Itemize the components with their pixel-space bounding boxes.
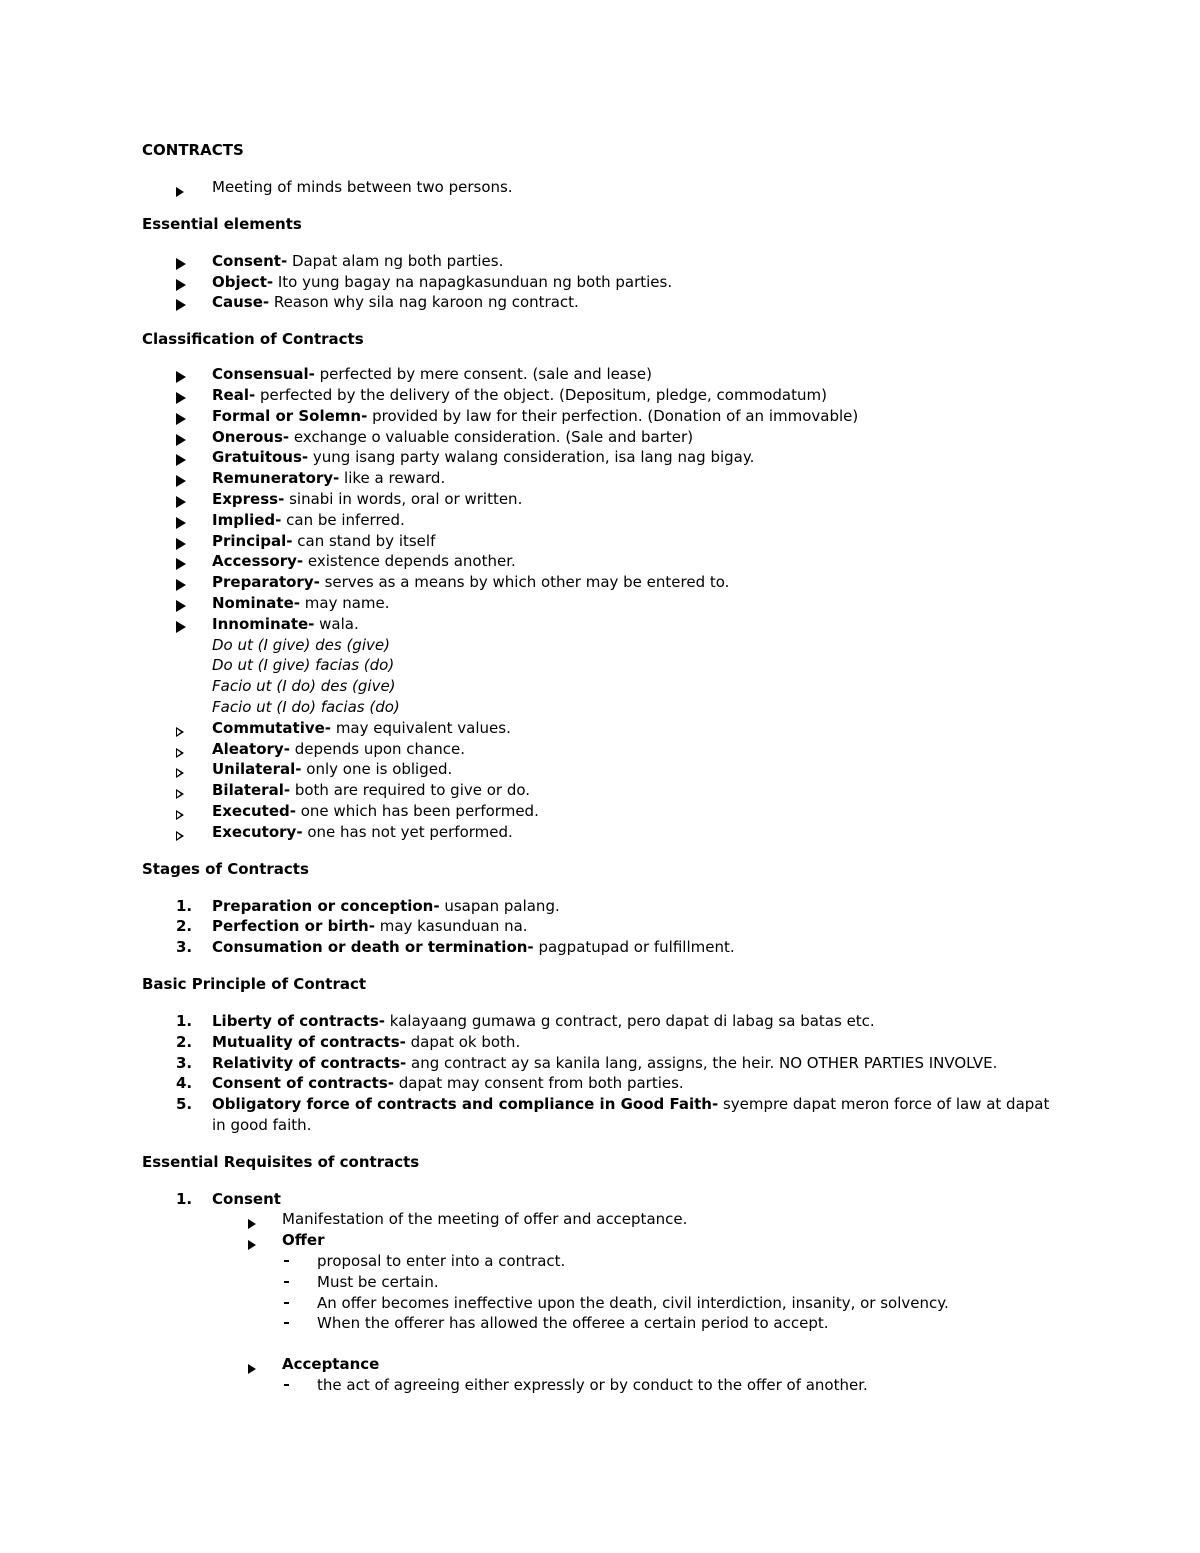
list-item (142, 551, 1062, 572)
term-description: serves as a means by which other may be entered to. (319, 573, 730, 592)
list-item (142, 822, 1062, 843)
numbered-item (142, 896, 1062, 917)
term-label: Bilateral- (212, 781, 291, 800)
term-label: Implied- (212, 510, 282, 529)
term-label: Liberty of contracts- (212, 1011, 386, 1030)
term-label: Aleatory- (212, 739, 290, 758)
section-heading-stages: Stages of Contracts (142, 859, 309, 878)
list-item (142, 406, 1062, 427)
term-description: may kasunduan na. (374, 917, 528, 936)
term-description: existence depends another. (303, 552, 516, 571)
italic-line: Do ut (I give) des (give) (212, 635, 390, 654)
list-item (142, 614, 1062, 635)
term-description: Reason why sila nag karoon ng contract. (269, 293, 579, 312)
list-item (142, 593, 1062, 614)
list-item: An offer becomes ineffective upon the death, civil interdiction, insanity, or solvency. (142, 1293, 1062, 1314)
list-item (142, 385, 1062, 406)
dash-bullet-icon (284, 1260, 289, 1262)
term-description: both are required to give or do. (290, 781, 531, 800)
term-label: Innominate- (212, 614, 315, 633)
term-label: Preparatory- (212, 573, 320, 592)
term-label: Executed- (212, 801, 296, 820)
dash-bullet-icon (284, 1281, 289, 1283)
numbered-item (142, 937, 1062, 958)
term-description: yung isang party walang consideration, isa lang nag bigay. (308, 448, 755, 467)
term-description: may name. (300, 593, 390, 612)
numbered-item (142, 1094, 1062, 1136)
list-item: When the offerer has allowed the offeree a certain period to accept. (142, 1313, 1062, 1334)
section-heading-contracts: CONTRACTS (142, 141, 244, 159)
term-description: usapan palang. (439, 896, 560, 915)
term-description: depends upon chance. (289, 739, 465, 758)
list-item (142, 739, 1062, 760)
term-label: Object- (212, 272, 274, 291)
list-item (142, 427, 1062, 448)
term-description: one has not yet performed. (302, 822, 513, 841)
term-label: Consumation or death or termination- (212, 938, 534, 957)
item-number: 5. (176, 1095, 193, 1114)
item-number: 3. (176, 1053, 193, 1072)
numbered-item-consent: 1. Consent (176, 1189, 281, 1208)
term-label: Express- (212, 489, 285, 508)
term-description: syempre dapat meron force of law at dapat in good faith. (212, 1095, 1050, 1134)
list-item (142, 447, 1062, 468)
term-label: Unilateral- (212, 760, 302, 779)
italic-line: Do ut (I give) facias (do) (212, 656, 395, 675)
term-description: like a reward. (339, 469, 446, 488)
dash-bullet-icon (284, 1384, 289, 1386)
term-label: Onerous- (212, 427, 290, 446)
list-item (142, 489, 1062, 510)
list-item (142, 364, 1062, 385)
term-description: may equivalent values. (331, 718, 511, 737)
term-label: Preparation or conception- (212, 896, 440, 915)
list-item (142, 759, 1062, 780)
term-description: perfected by mere consent. (sale and lease) (314, 365, 652, 384)
term-description: wala. (314, 614, 359, 633)
term-description: pagpatupad or fulfillment. (533, 938, 735, 957)
list-item (142, 531, 1062, 552)
term-label: Mutuality of contracts- (212, 1032, 406, 1051)
term-label: Consent of contracts- (212, 1074, 394, 1093)
term-description: dapat ok both. (405, 1032, 521, 1051)
term-label: Accessory- (212, 552, 304, 571)
numbered-item (142, 1032, 1062, 1053)
list-item (142, 292, 1062, 313)
arrow-bullet-icon (176, 182, 200, 203)
term-label: Executory- (212, 822, 303, 841)
italic-line: Facio ut (I do) des (give) (212, 677, 396, 696)
list-item (142, 801, 1062, 822)
term-description: dapat may consent from both parties. (394, 1074, 684, 1093)
document-page (142, 140, 1062, 1396)
list-item (142, 510, 1062, 531)
list-item-offer: Offer (142, 1230, 1062, 1251)
section-heading-classification: Classification of Contracts (142, 330, 364, 349)
term-label: Commutative- (212, 718, 332, 737)
list-item (142, 272, 1062, 293)
term-label: Obligatory force of contracts and compliance in Good Faith- (212, 1095, 719, 1114)
list-item (142, 572, 1062, 593)
item-number: 1. (176, 896, 193, 915)
list-item: the act of agreeing either expressly or by conduct to the offer of another. (142, 1375, 1062, 1396)
term-label: Principal- (212, 531, 293, 550)
dash-bullet-icon (284, 1322, 289, 1324)
list-item (142, 780, 1062, 801)
item-number: 2. (176, 917, 193, 936)
term-description: can stand by itself (292, 531, 436, 550)
term-description: exchange o valuable consideration. (Sale and barter) (289, 427, 694, 446)
term-label: Consensual- (212, 365, 315, 384)
term-label: Nominate- (212, 593, 301, 612)
numbered-item (142, 1053, 1062, 1074)
term-description: ang contract ay sa kanila lang, assigns, the heir. NO OTHER PARTIES INVOLVE. (406, 1053, 998, 1072)
list-item (142, 718, 1062, 739)
list-item: Meeting of minds between two persons. (142, 177, 1062, 198)
term-description: kalayaang gumawa g contract, pero dapat di labag sa batas etc. (385, 1011, 875, 1030)
term-label: Perfection or birth- (212, 917, 375, 936)
numbered-item (142, 1073, 1062, 1094)
term-label: Gratuitous- (212, 448, 309, 467)
arrow-bullet-icon (176, 296, 200, 317)
list-item (142, 251, 1062, 272)
term-description: sinabi in words, oral or written. (284, 489, 523, 508)
term-description: Ito yung bagay na napagkasunduan ng both parties. (273, 272, 673, 291)
section-heading-essential-requisites: Essential Requisites of contracts (142, 1152, 420, 1171)
term-description: perfected by the delivery of the object. (Depositum, pledge, commodatum) (255, 385, 827, 404)
list-item: proposal to enter into a contract. (142, 1251, 1062, 1272)
numbered-item (142, 916, 1062, 937)
term-label: Consent- (212, 251, 288, 270)
numbered-item (142, 1011, 1062, 1032)
dash-bullet-icon (284, 1302, 289, 1304)
term-description: one which has been performed. (295, 801, 539, 820)
term-label: Relativity of contracts- (212, 1053, 407, 1072)
term-label: Cause- (212, 293, 270, 312)
item-number: 1. (176, 1011, 193, 1030)
term-label: Real- (212, 385, 256, 404)
term-label: Remuneratory- (212, 469, 340, 488)
section-heading-basic-principle: Basic Principle of Contract (142, 974, 367, 993)
item-number: 3. (176, 938, 193, 957)
list-item: Manifestation of the meeting of offer and acceptance. (142, 1209, 1062, 1230)
item-number: 4. (176, 1074, 193, 1093)
arrow-bullet-icon (176, 826, 200, 847)
item-number: 2. (176, 1032, 193, 1051)
list-item: Must be certain. (142, 1272, 1062, 1293)
section-heading-essential-elements: Essential elements (142, 214, 302, 233)
term-label: Formal or Solemn- (212, 406, 368, 425)
term-description: provided by law for their perfection. (Donation of an immovable) (367, 406, 859, 425)
italic-line: Facio ut (I do) facias (do) (212, 697, 400, 716)
term-description: can be inferred. (281, 510, 405, 529)
list-item-acceptance: Acceptance (142, 1354, 1062, 1375)
list-item (142, 468, 1062, 489)
term-description: only one is obliged. (301, 760, 453, 779)
term-description: Dapat alam ng both parties. (287, 251, 504, 270)
